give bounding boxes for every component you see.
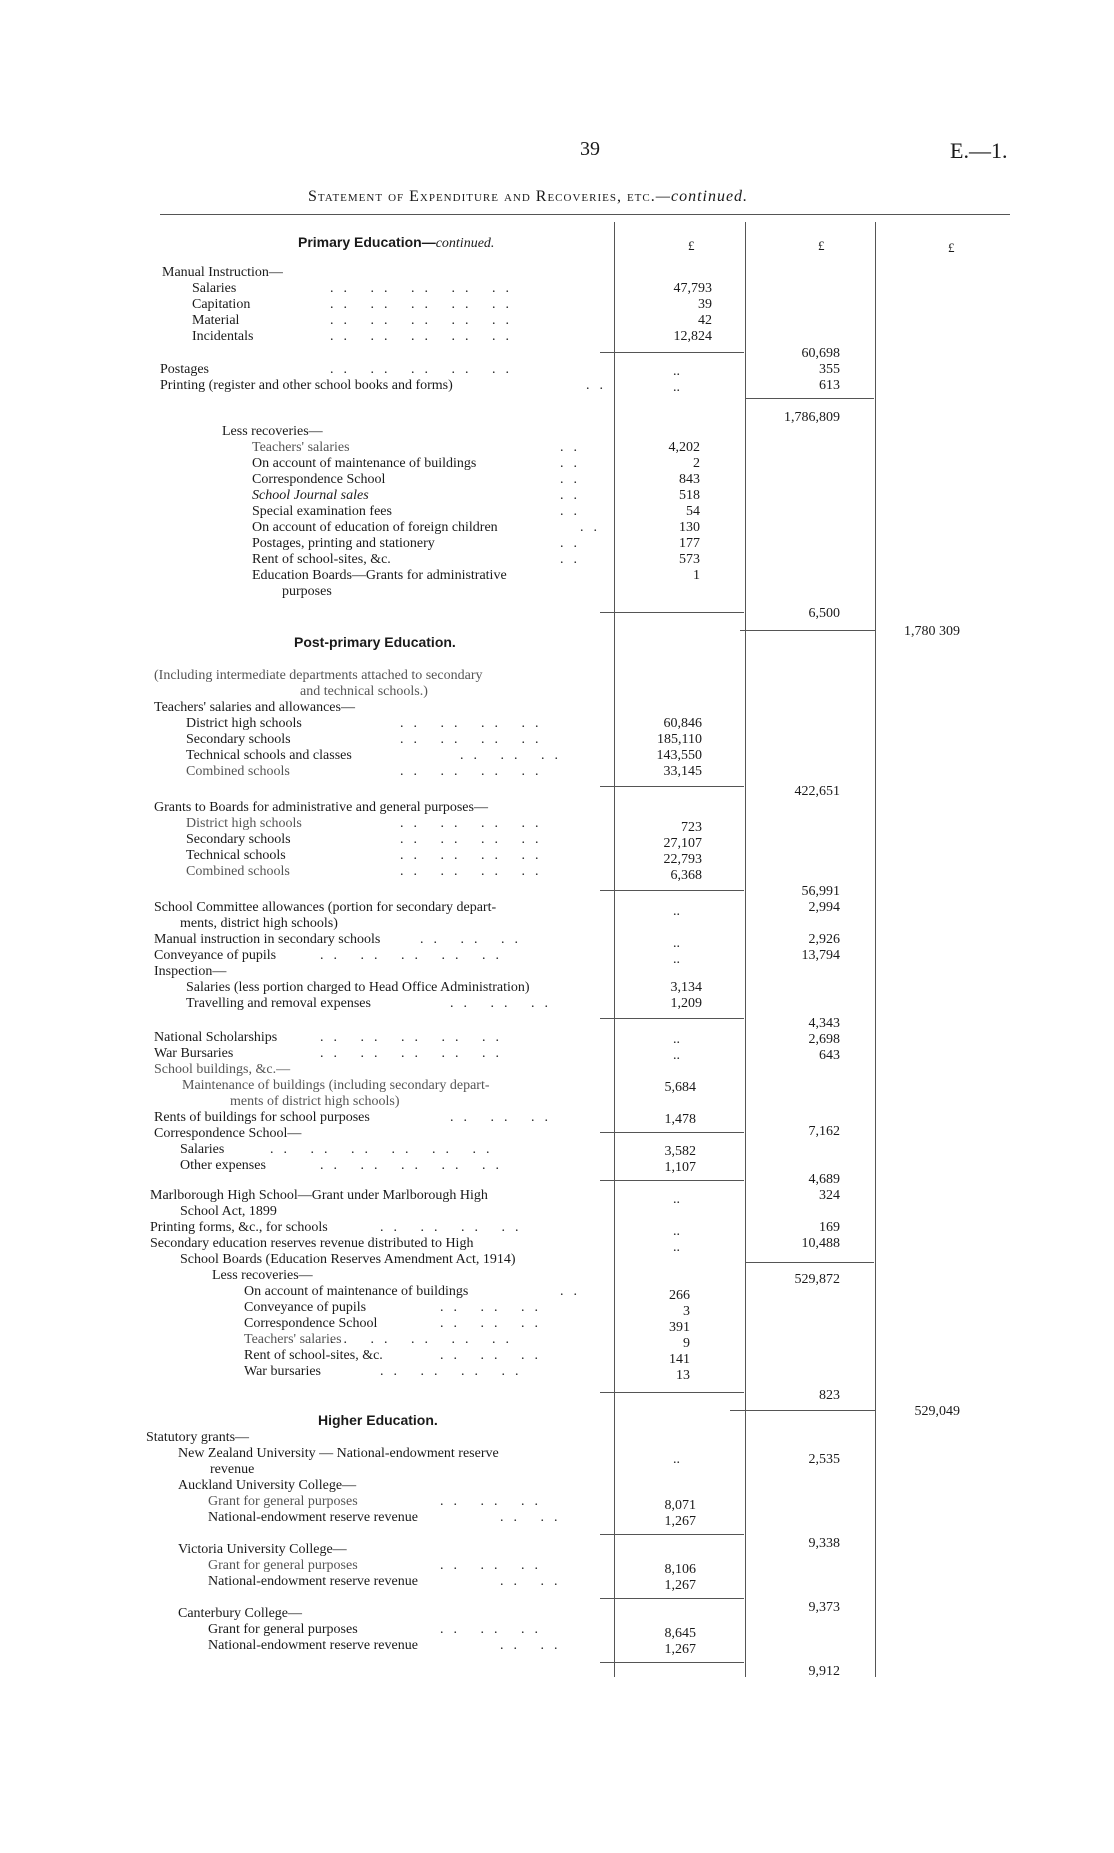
leader-dots: .. .. .. .. .. [330, 1332, 519, 1347]
label-line: Auckland University College— [178, 1478, 357, 1493]
label-line: Incidentals [192, 329, 254, 344]
label-line: ments of district high schools) [230, 1094, 400, 1109]
amount-cell: 54 [686, 504, 700, 519]
primary-heading: Primary Education— [298, 234, 436, 250]
amount-cell: 2 [693, 456, 700, 471]
amount-cell: 723 [681, 820, 702, 835]
label-line: National Scholarships [154, 1030, 278, 1045]
title-rule [160, 214, 1010, 215]
leader-dots: .. .. .. [420, 932, 528, 947]
section-total: 529,049 [914, 1404, 960, 1419]
leader-dots: .. .. .. .. .. [330, 362, 519, 377]
leader-dots: .. .. .. .. .. [320, 1046, 509, 1061]
leader-dots: .. [560, 1284, 587, 1299]
amount-cell: 1,267 [664, 1642, 696, 1657]
amount-cell: 60,698 [801, 346, 840, 361]
label-line: National-endowment reserve revenue [208, 1574, 418, 1589]
label-line: Less recoveries— [222, 424, 323, 439]
amount-cell: 177 [679, 536, 700, 551]
label-line: Technical schools and classes [186, 748, 352, 763]
amount-cell: 4,689 [808, 1172, 840, 1187]
amount-cell: 1,267 [664, 1578, 696, 1593]
leader-dots: .. .. .. .. [400, 816, 549, 831]
amount-cell: 1 [693, 568, 700, 583]
label-line: On account of maintenance of buildings [252, 456, 477, 471]
amount-cell: .. [673, 364, 680, 379]
label-line: Conveyance of pupils [244, 1300, 367, 1315]
label-line: School Journal sales [252, 488, 369, 503]
amount-cell: 422,651 [794, 784, 840, 799]
label-line: War Bursaries [154, 1046, 234, 1061]
label-line: Marlborough High School—Grant under Marlborough High [150, 1188, 488, 1203]
subtotal-rule [746, 398, 874, 399]
label-line: Capitation [192, 297, 251, 312]
label-line: Rent of school-sites, &c. [244, 1348, 383, 1363]
amount-cell: 2,535 [808, 1452, 840, 1467]
col2-currency: £ [818, 238, 825, 253]
amount-cell: 56,991 [801, 884, 840, 899]
label-line: Secondary schools [186, 732, 291, 747]
title-suffix: —continued. [655, 188, 749, 205]
leader-dots: .. .. .. .. .. .. [270, 1142, 500, 1157]
leader-dots: .. [580, 520, 607, 535]
label-line: Printing forms, &c., for schools [150, 1220, 328, 1235]
label-line: Rents of buildings for school purposes [154, 1110, 370, 1125]
amount-cell: 143,550 [656, 748, 702, 763]
subtotal-rule [600, 612, 744, 613]
label-line: School buildings, &c.— [154, 1062, 291, 1077]
amount-cell: 3,582 [664, 1144, 696, 1159]
label-line: Postages [160, 362, 209, 377]
amount-cell: .. [673, 1240, 680, 1255]
amount-cell: 518 [679, 488, 700, 503]
amount-cell: 22,793 [663, 852, 702, 867]
subtotal-rule [600, 1392, 744, 1393]
label-line: National-endowment reserve revenue [208, 1638, 418, 1653]
subtotal-rule [600, 1662, 744, 1663]
amount-cell: 355 [819, 362, 840, 377]
label-line: Combined schools [186, 764, 290, 779]
leader-dots: .. .. [500, 1638, 568, 1653]
leader-dots: .. .. .. [440, 1300, 548, 1315]
label-line: Education Boards—Grants for administrative [252, 568, 507, 583]
leader-dots: .. .. .. .. .. [320, 948, 509, 963]
amount-cell: 1,786,809 [784, 410, 840, 425]
label-line: National-endowment reserve revenue [208, 1510, 418, 1525]
leader-dots: .. [560, 488, 587, 503]
document-reference: E.—1. [950, 138, 1008, 163]
label-line: Other expenses [180, 1158, 266, 1173]
amount-cell: 4,343 [808, 1016, 840, 1031]
leader-dots: .. .. .. .. [400, 732, 549, 747]
label-line: and technical schools.) [300, 684, 428, 699]
amount-cell: .. [673, 380, 680, 395]
column-divider-3 [875, 222, 876, 1677]
amount-cell: 2,698 [808, 1032, 840, 1047]
label-line: Teachers' salaries and allowances— [154, 700, 355, 715]
leader-dots: .. [560, 440, 587, 455]
label-line: School Act, 1899 [180, 1204, 277, 1219]
title-main: Statement of Expenditure and Recoveries, etc. [308, 188, 656, 205]
label-line: Salaries [180, 1142, 225, 1157]
label-line: Correspondence School— [154, 1126, 302, 1141]
amount-cell: 42 [698, 313, 712, 328]
leader-dots: .. .. .. [450, 1110, 558, 1125]
label-line: District high schools [186, 816, 302, 831]
column-divider-2 [745, 222, 746, 1677]
amount-cell: 9 [683, 1336, 690, 1351]
label-line: Correspondence School [244, 1316, 378, 1331]
amount-cell: .. [673, 952, 680, 967]
leader-dots: .. .. .. .. .. [330, 313, 519, 328]
label-line: Rent of school-sites, &c. [252, 552, 391, 567]
label-line: Grants to Boards for administrative and general purposes— [154, 800, 488, 815]
label-line: Travelling and removal expenses [186, 996, 371, 1011]
amount-cell: 8,071 [664, 1498, 696, 1513]
label-line: Printing (register and other school books and forms) [160, 378, 453, 393]
leader-dots: .. [586, 378, 613, 393]
label-line: School Committee allowances (portion for secondary depart- [154, 900, 497, 915]
amount-cell: 3,134 [670, 980, 702, 995]
label-line: Manual Instruction— [162, 265, 283, 280]
amount-cell: 529,872 [794, 1272, 840, 1287]
amount-cell: .. [673, 904, 680, 919]
leader-dots: .. .. [500, 1510, 568, 1525]
amount-cell: 823 [819, 1388, 840, 1403]
leader-dots: .. .. .. .. .. [320, 1030, 509, 1045]
label-line: Statutory grants— [146, 1430, 250, 1445]
label-line: Conveyance of pupils [154, 948, 277, 963]
section-total: 1,780 309 [904, 624, 960, 639]
amount-cell: 13 [676, 1368, 690, 1383]
subtotal-rule [730, 1410, 876, 1411]
amount-cell: 2,994 [808, 900, 840, 915]
leader-dots: .. .. .. .. .. [330, 281, 519, 296]
amount-cell: 8,106 [664, 1562, 696, 1577]
amount-cell: 391 [669, 1320, 690, 1335]
amount-cell: 47,793 [673, 281, 712, 296]
amount-cell: 9,338 [808, 1536, 840, 1551]
label-line: Correspondence School [252, 472, 386, 487]
label-line: Secondary education reserves revenue distributed to High [150, 1236, 474, 1251]
label-line: Less recoveries— [212, 1268, 313, 1283]
label-line: Canterbury College— [178, 1606, 303, 1621]
label-line: Postages, printing and stationery [252, 536, 435, 551]
subtotal-rule [600, 1534, 744, 1535]
subtotal-rule [600, 890, 744, 891]
amount-cell: .. [673, 1192, 680, 1207]
amount-cell: 643 [819, 1048, 840, 1063]
label-line: Grant for general purposes [208, 1494, 358, 1509]
label-line: New Zealand University — National-endowment reserve [178, 1446, 499, 1461]
amount-cell: .. [673, 1452, 680, 1467]
amount-cell: 12,824 [673, 329, 712, 344]
amount-cell: 266 [669, 1288, 690, 1303]
leader-dots: .. [560, 552, 587, 567]
leader-dots: .. [560, 456, 587, 471]
leader-dots: .. .. .. .. .. [320, 1158, 509, 1173]
label-line: purposes [282, 584, 332, 599]
page-number: 39 [580, 138, 600, 160]
subtotal-rule [600, 1180, 744, 1181]
amount-cell: 3 [683, 1304, 690, 1319]
leader-dots: .. .. .. .. [380, 1364, 529, 1379]
label-line: Grant for general purposes [208, 1558, 358, 1573]
label-line: Maintenance of buildings (including secondary depart- [182, 1078, 490, 1093]
section-heading-post-primary: Post-primary Education. [294, 634, 456, 650]
label-line: Victoria University College— [178, 1542, 347, 1557]
subtotal-rule [600, 352, 744, 353]
column-divider-1 [614, 222, 615, 1677]
leader-dots: .. [560, 472, 587, 487]
leader-dots: .. .. .. .. [400, 764, 549, 779]
amount-cell: 4,202 [668, 440, 700, 455]
amount-cell: 185,110 [657, 732, 702, 747]
leader-dots: .. .. .. [450, 996, 558, 1011]
leader-dots: .. .. .. [440, 1316, 548, 1331]
amount-cell: 1,209 [670, 996, 702, 1011]
leader-dots: .. [560, 504, 587, 519]
label-line: Combined schools [186, 864, 290, 879]
leader-dots: .. .. .. .. [400, 832, 549, 847]
leader-dots: .. .. .. .. [400, 848, 549, 863]
amount-cell: .. [673, 1032, 680, 1047]
amount-cell: 2,926 [808, 932, 840, 947]
label-line: Special examination fees [252, 504, 392, 519]
amount-cell: 7,162 [808, 1124, 840, 1139]
subtotal-rule [600, 1018, 744, 1019]
leader-dots: .. .. .. [440, 1494, 548, 1509]
section-heading-primary [298, 234, 494, 252]
amount-cell: 1,267 [664, 1514, 696, 1529]
amount-cell: 130 [679, 520, 700, 535]
amount-cell: .. [673, 1048, 680, 1063]
primary-heading-suffix: continued. [435, 236, 495, 251]
amount-cell: 39 [698, 297, 712, 312]
label-line: ments, district high schools) [180, 916, 338, 931]
amount-cell: 9,912 [808, 1664, 840, 1679]
label-line: On account of education of foreign children [252, 520, 498, 535]
label-line: revenue [210, 1462, 255, 1477]
label-line: District high schools [186, 716, 302, 731]
leader-dots: .. .. .. [460, 748, 568, 763]
leader-dots: .. .. .. .. [400, 864, 549, 879]
section-heading-higher: Higher Education. [318, 1412, 438, 1428]
amount-cell: 613 [819, 378, 840, 393]
leader-dots: .. [560, 536, 587, 551]
amount-cell: 27,107 [663, 836, 702, 851]
amount-cell: 5,684 [664, 1080, 696, 1095]
col1-currency: £ [688, 238, 695, 253]
leader-dots: .. .. .. [440, 1558, 548, 1573]
leader-dots: .. .. .. .. [400, 716, 549, 731]
amount-cell: 573 [679, 552, 700, 567]
subtotal-rule [740, 630, 876, 631]
label-line: Teachers' salaries [252, 440, 350, 455]
subtotal-rule [600, 1598, 744, 1599]
label-line: Salaries (less portion charged to Head Office Administration) [186, 980, 530, 995]
amount-cell: 60,846 [663, 716, 702, 731]
label-line: Material [192, 313, 240, 328]
leader-dots: .. .. .. [440, 1348, 548, 1363]
subtotal-rule [600, 786, 744, 787]
amount-cell: 6,500 [808, 606, 840, 621]
label-line: Salaries [192, 281, 237, 296]
col3-currency: £ [948, 240, 955, 255]
subtotal-rule [600, 1132, 744, 1133]
amount-cell: 33,145 [663, 764, 702, 779]
amount-cell: 324 [819, 1188, 840, 1203]
label-line: School Boards (Education Reserves Amendment Act, 1914) [180, 1252, 516, 1267]
label-line: Inspection— [154, 964, 227, 979]
label-line: (Including intermediate departments attached to secondary [154, 668, 483, 683]
amount-cell: .. [673, 1224, 680, 1239]
label-line: Technical schools [186, 848, 286, 863]
label-line: Secondary schools [186, 832, 291, 847]
amount-cell: 10,488 [801, 1236, 840, 1251]
label-line: Grant for general purposes [208, 1622, 358, 1637]
label-line: Teachers' salaries [244, 1332, 342, 1347]
leader-dots: .. .. [500, 1574, 568, 1589]
label-line: War bursaries [244, 1364, 322, 1379]
amount-cell: 1,478 [664, 1112, 696, 1127]
leader-dots: .. .. .. [440, 1622, 548, 1637]
label-line: Manual instruction in secondary schools [154, 932, 381, 947]
amount-cell: 1,107 [664, 1160, 696, 1175]
amount-cell: 6,368 [670, 868, 702, 883]
amount-cell: 13,794 [801, 948, 840, 963]
leader-dots: .. .. .. .. .. [330, 329, 519, 344]
amount-cell: 141 [669, 1352, 690, 1367]
subtotal-rule [746, 1262, 874, 1263]
amount-cell: 169 [819, 1220, 840, 1235]
amount-cell: 843 [679, 472, 700, 487]
page-title [308, 188, 748, 206]
leader-dots: .. .. .. .. [380, 1220, 529, 1235]
amount-cell: 9,373 [808, 1600, 840, 1615]
leader-dots: .. .. .. .. .. [330, 297, 519, 312]
amount-cell: 8,645 [664, 1626, 696, 1641]
amount-cell: .. [673, 936, 680, 951]
label-line: On account of maintenance of buildings [244, 1284, 469, 1299]
